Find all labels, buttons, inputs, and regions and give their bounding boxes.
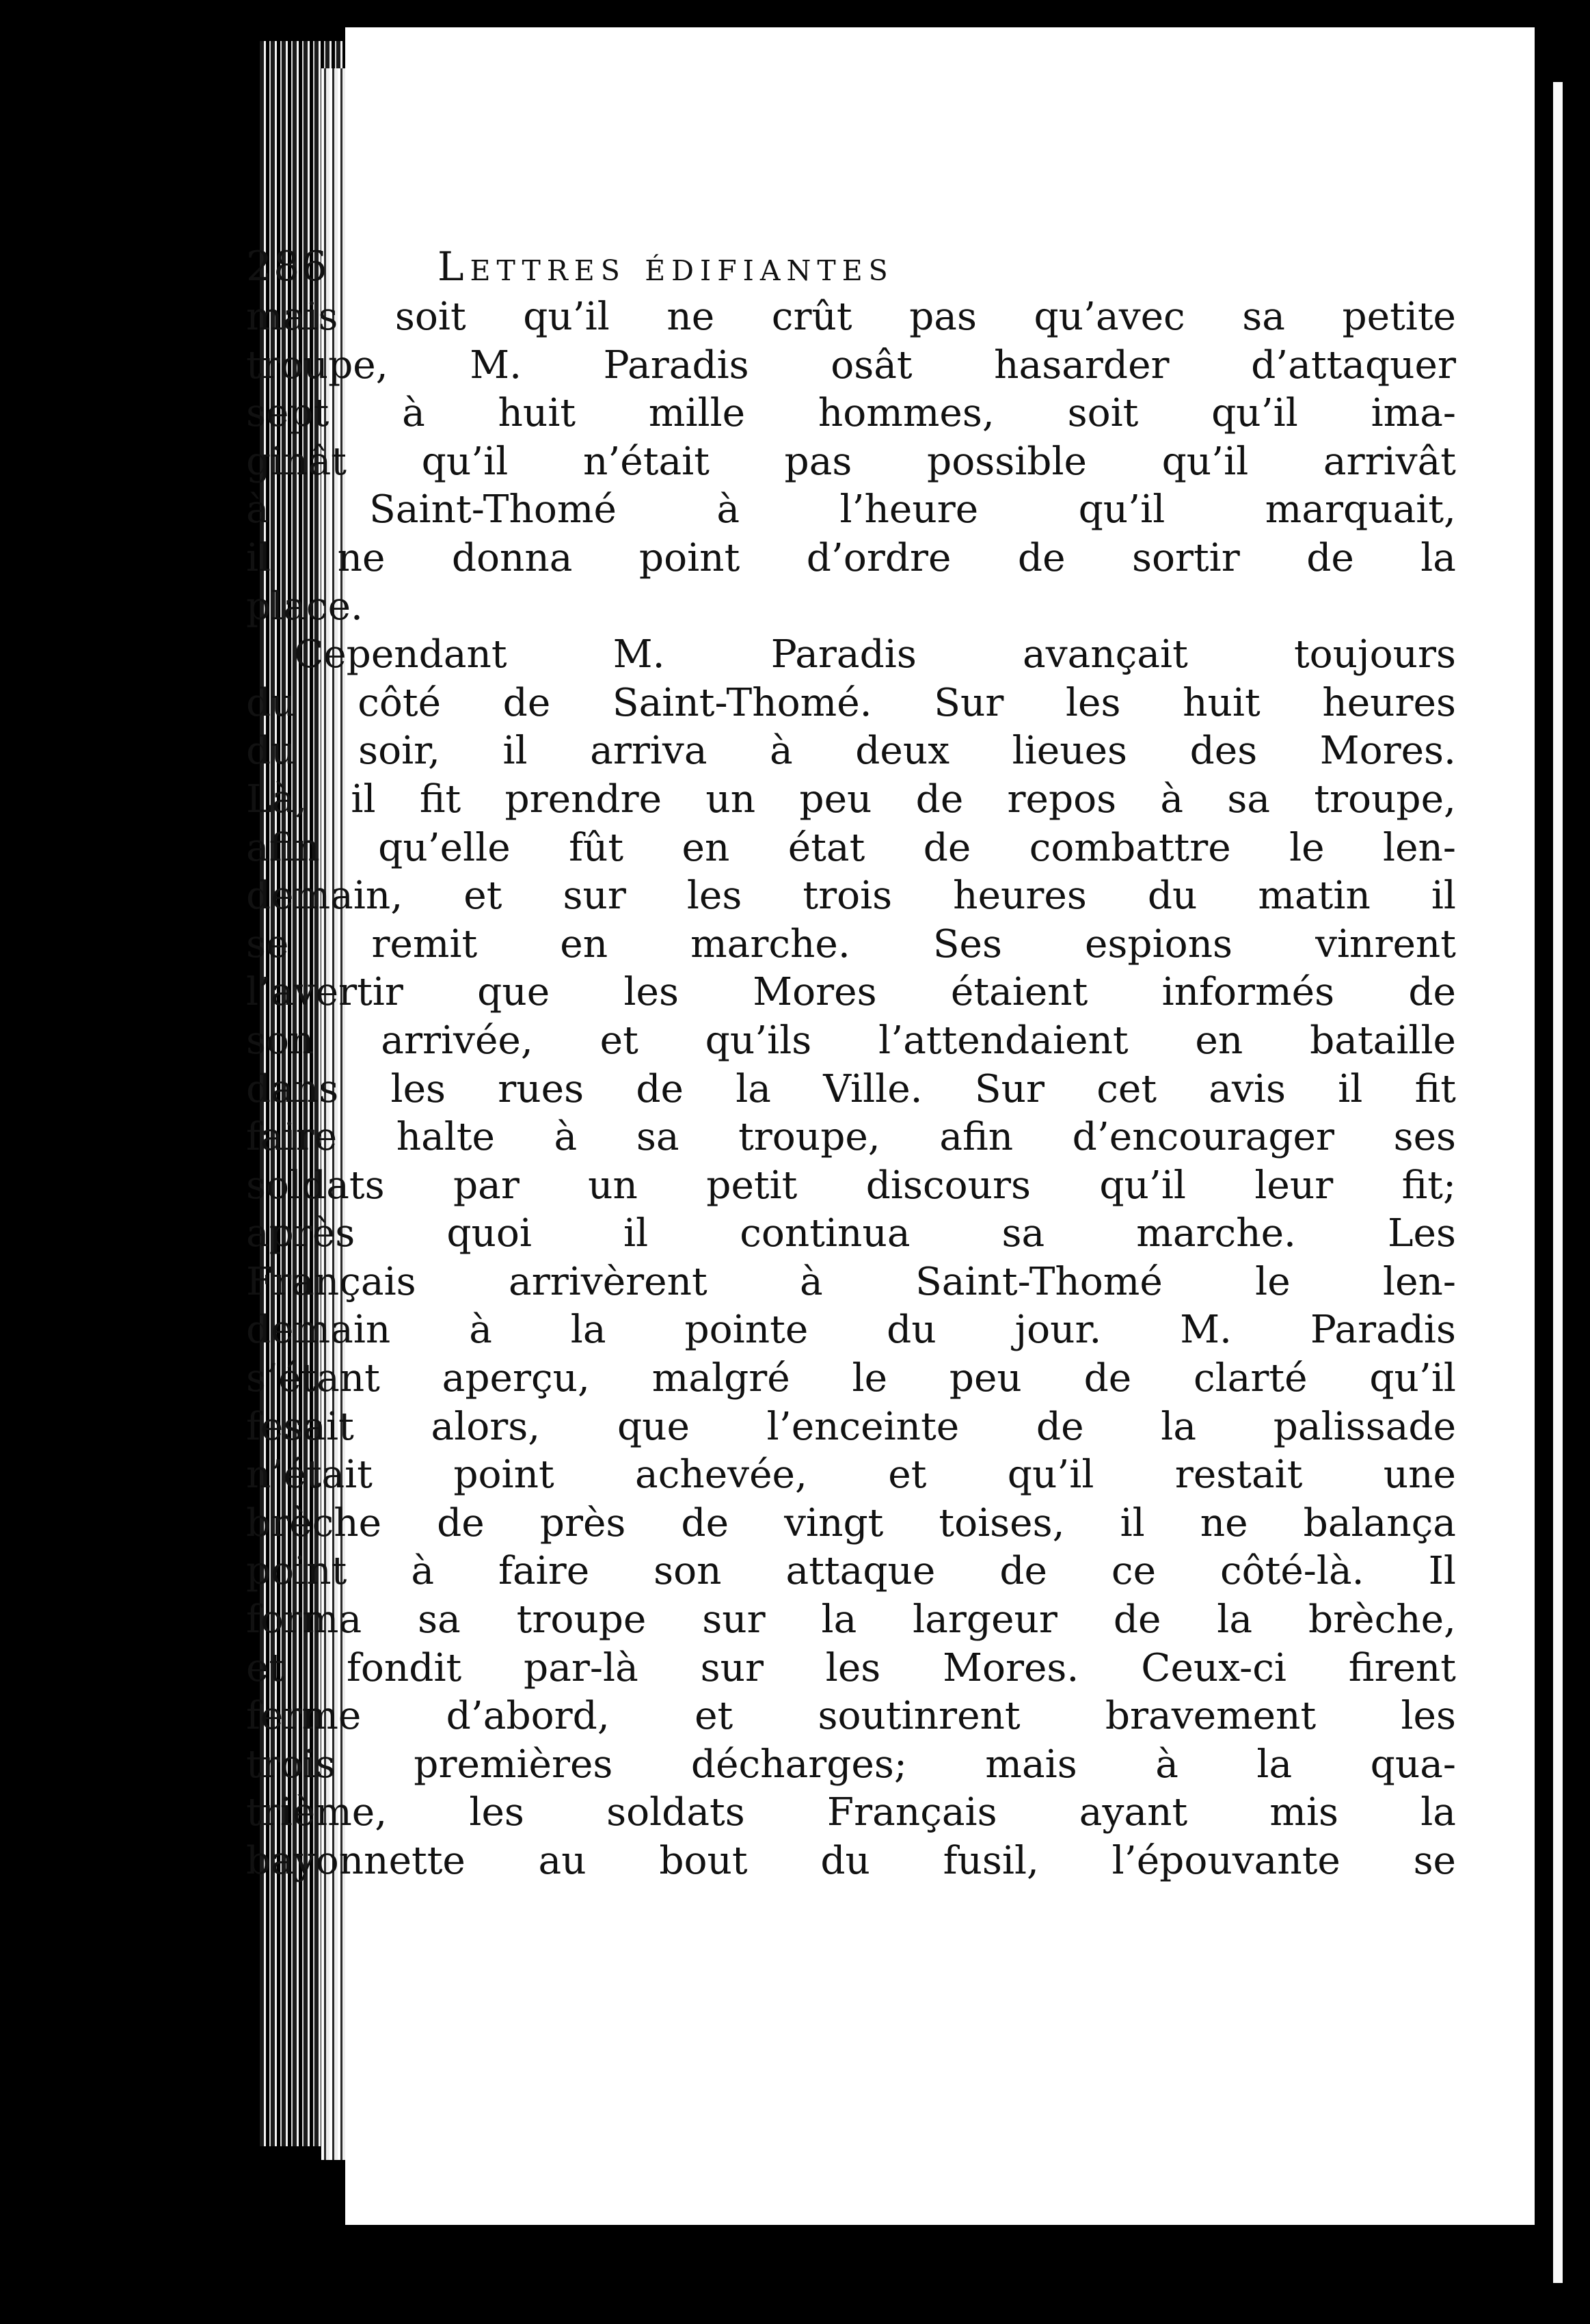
text-line: trième, les soldats Français ayant mis la	[246, 1790, 1456, 1835]
text-line: soldats par un petit discours qu’il leur fit;	[246, 1163, 1456, 1208]
text-line: point à faire son attaque de ce côté-là. Il	[246, 1549, 1456, 1594]
text-line: s’étant aperçu, malgré le peu de clarté qu’il	[246, 1356, 1456, 1401]
text-line: fesait alors, que l’enceinte de la palissade	[246, 1404, 1456, 1449]
facing-page-edge-line	[1553, 82, 1563, 2283]
page-text-block	[246, 243, 1456, 1886]
text-line: brèche de près de vingt toises, il ne balança	[246, 1500, 1456, 1545]
text-line: place.	[246, 584, 363, 629]
text-line: trois premières décharges; mais à la qua-	[246, 1742, 1456, 1787]
text-line: son arrivée, et qu’ils l’attendaient en bataille	[246, 1018, 1456, 1063]
text-line: Là, il fit prendre un peu de repos à sa troupe,	[246, 776, 1456, 822]
text-line: troupe, M. Paradis osât hasarder d’attaquer	[246, 342, 1456, 388]
running-title: Lettres édifiantes	[437, 243, 894, 290]
text-line: sept à huit mille hommes, soit qu’il ima-	[246, 391, 1456, 436]
text-line: ginât qu’il n’était pas possible qu’il arrivât	[246, 439, 1456, 484]
text-line: demain, et sur les trois heures du matin il	[246, 874, 1456, 919]
text-line: n’était point achevée, et qu’il restait une	[246, 1452, 1456, 1498]
text-line: l’avertir que les Mores étaient informés de	[246, 970, 1456, 1015]
text-line: se remit en marche. Ses espions vinrent	[246, 921, 1456, 967]
running-header	[246, 243, 1456, 297]
text-line: forma sa troupe sur la largeur de la brèche,	[246, 1597, 1456, 1643]
text-line: afin qu’elle fût en état de combattre le len-	[246, 825, 1456, 870]
text-line: du soir, il arriva à deux lieues des Mores.	[246, 729, 1456, 774]
text-line: Cependant M. Paradis avançait toujours	[294, 632, 1456, 677]
text-line: Français arrivèrent à Saint-Thomé le len-	[246, 1259, 1456, 1304]
page-number: 286	[246, 243, 329, 290]
text-line: après quoi il continua sa marche. Les	[246, 1211, 1456, 1256]
body-text	[246, 293, 1456, 1886]
text-line: ferme d’abord, et soutinrent bravement les	[246, 1694, 1456, 1739]
text-line: demain à la pointe du jour. M. Paradis	[246, 1308, 1456, 1353]
text-line: faire halte à sa troupe, afin d’encourager ses	[246, 1115, 1456, 1160]
text-line: et fondit par-là sur les Mores. Ceux-ci firent	[246, 1645, 1456, 1690]
text-line: à Saint-Thomé à l’heure qu’il marquait,	[246, 487, 1456, 532]
text-line: mais soit qu’il ne crût pas qu’avec sa petite	[246, 295, 1456, 339]
text-line: du côté de Saint-Thomé. Sur les huit heures	[246, 680, 1456, 725]
facing-page-edge	[1549, 0, 1590, 2324]
text-line: dans les rues de la Ville. Sur cet avis il fit	[246, 1066, 1456, 1111]
text-line: bayonnette au bout du fusil, l’épouvante se	[246, 1839, 1456, 1883]
text-line: il ne donna point d’ordre de sortir de la	[246, 535, 1456, 580]
